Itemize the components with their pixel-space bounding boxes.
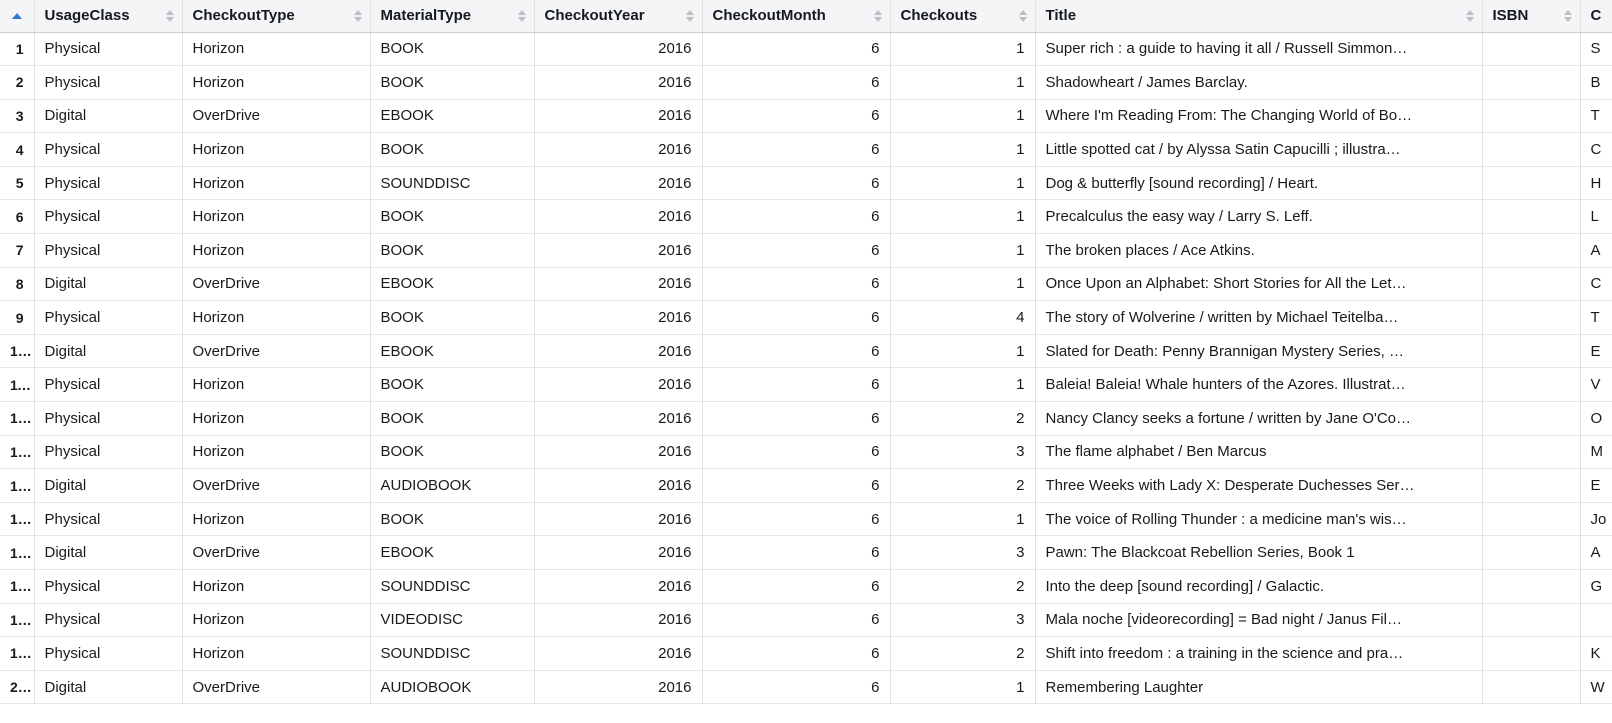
table-row[interactable] [0,536,1612,570]
sort-toggle-icon[interactable] [1466,9,1475,23]
column-header-isbn[interactable] [1482,0,1580,32]
cell-materialtype: BOOK [370,502,534,536]
cell-checkoutyear: 2016 [534,570,702,604]
cell-checkoutmonth: 6 [702,267,890,301]
row-number-cell: 20 [0,670,34,704]
cell-isbn [1482,435,1580,469]
cell-checkoutyear: 2016 [534,368,702,402]
cell-checkoutyear: 2016 [534,301,702,335]
cell-checkoutyear: 2016 [534,99,702,133]
row-number-cell: 14 [0,469,34,503]
cell-creator: V [1580,368,1612,402]
cell-checkouts: 1 [890,99,1035,133]
row-number-cell: 13 [0,435,34,469]
cell-checkoutyear: 2016 [534,334,702,368]
cell-usageclass: Digital [34,536,182,570]
cell-creator: B [1580,66,1612,100]
cell-isbn [1482,502,1580,536]
cell-creator: L [1580,200,1612,234]
cell-checkoutmonth: 6 [702,637,890,671]
cell-isbn [1482,200,1580,234]
cell-creator: G [1580,570,1612,604]
column-header-checkoutyear[interactable] [534,0,702,32]
cell-title: Precalculus the easy way / Larry S. Leff. [1035,200,1482,234]
row-number-cell: 17 [0,570,34,604]
cell-isbn [1482,402,1580,436]
cell-checkouttype: Horizon [182,368,370,402]
cell-checkouttype: OverDrive [182,469,370,503]
cell-title: Three Weeks with Lady X: Desperate Duchesses Ser… [1035,469,1482,503]
cell-checkouttype: Horizon [182,66,370,100]
column-header-label: C [1590,7,1602,25]
table-row[interactable] [0,301,1612,335]
cell-creator [1580,603,1612,637]
cell-creator: K [1580,637,1612,671]
cell-creator: A [1580,234,1612,268]
row-number-cell: 9 [0,301,34,335]
row-number-cell: 8 [0,267,34,301]
table-row[interactable] [0,469,1612,503]
cell-materialtype: EBOOK [370,334,534,368]
cell-checkoutmonth: 6 [702,334,890,368]
cell-checkoutmonth: 6 [702,99,890,133]
cell-checkoutmonth: 6 [702,133,890,167]
cell-checkoutyear: 2016 [534,670,702,704]
sort-toggle-icon[interactable] [1019,9,1028,23]
cell-title: Remembering Laughter [1035,670,1482,704]
cell-usageclass: Physical [34,637,182,671]
cell-checkoutyear: 2016 [534,536,702,570]
cell-checkouttype: Horizon [182,133,370,167]
cell-usageclass: Physical [34,603,182,637]
cell-title: The broken places / Ace Atkins. [1035,234,1482,268]
cell-checkouts: 1 [890,368,1035,402]
cell-checkouttype: Horizon [182,502,370,536]
cell-checkoutmonth: 6 [702,32,890,66]
cell-title: Pawn: The Blackcoat Rebellion Series, Book 1 [1035,536,1482,570]
cell-creator: C [1580,133,1612,167]
column-header-label: Title [1045,7,1077,25]
cell-creator: S [1580,32,1612,66]
cell-materialtype: BOOK [370,200,534,234]
cell-checkoutmonth: 6 [702,234,890,268]
cell-checkouttype: Horizon [182,603,370,637]
cell-checkoutyear: 2016 [534,66,702,100]
cell-creator: W [1580,670,1612,704]
cell-isbn [1482,99,1580,133]
cell-usageclass: Physical [34,234,182,268]
cell-materialtype: SOUNDDISC [370,166,534,200]
cell-usageclass: Physical [34,570,182,604]
cell-checkouttype: Horizon [182,402,370,436]
row-number-cell: 15 [0,502,34,536]
cell-usageclass: Physical [34,502,182,536]
row-number-cell: 7 [0,234,34,268]
cell-isbn [1482,66,1580,100]
cell-materialtype: VIDEODISC [370,603,534,637]
cell-materialtype: BOOK [370,368,534,402]
cell-title: Little spotted cat / by Alyssa Satin Capucilli ; illustra… [1035,133,1482,167]
row-number-cell: 5 [0,166,34,200]
table-body [0,32,1612,704]
cell-checkouttype: Horizon [182,234,370,268]
sort-toggle-icon[interactable] [166,9,175,23]
cell-usageclass: Digital [34,267,182,301]
column-header-label: CheckoutType [192,7,295,25]
table-row[interactable] [0,502,1612,536]
cell-checkoutmonth: 6 [702,570,890,604]
cell-checkoutmonth: 6 [702,603,890,637]
table-row[interactable] [0,402,1612,436]
cell-isbn [1482,32,1580,66]
cell-isbn [1482,536,1580,570]
row-number-cell: 18 [0,603,34,637]
cell-isbn [1482,570,1580,604]
cell-title: Once Upon an Alphabet: Short Stories for All the Let… [1035,267,1482,301]
cell-materialtype: BOOK [370,402,534,436]
cell-usageclass: Physical [34,133,182,167]
cell-materialtype: SOUNDDISC [370,637,534,671]
cell-checkouttype: Horizon [182,32,370,66]
cell-checkouts: 1 [890,234,1035,268]
row-number-cell: 11 [0,368,34,402]
cell-title: Nancy Clancy seeks a fortune / written by Jane O'Co… [1035,402,1482,436]
cell-isbn [1482,166,1580,200]
row-number-cell: 4 [0,133,34,167]
cell-isbn [1482,603,1580,637]
cell-checkoutmonth: 6 [702,469,890,503]
cell-checkoutyear: 2016 [534,133,702,167]
cell-isbn [1482,637,1580,671]
cell-checkouts: 3 [890,435,1035,469]
sort-toggle-icon[interactable] [518,9,527,23]
cell-title: Shadowheart / James Barclay. [1035,66,1482,100]
cell-usageclass: Physical [34,66,182,100]
row-number-cell: 19 [0,637,34,671]
cell-isbn [1482,234,1580,268]
cell-materialtype: BOOK [370,301,534,335]
cell-checkoutyear: 2016 [534,200,702,234]
cell-isbn [1482,334,1580,368]
cell-materialtype: BOOK [370,66,534,100]
table-row[interactable] [0,368,1612,402]
cell-checkouts: 1 [890,200,1035,234]
column-header-creator[interactable] [1580,0,1612,32]
sort-toggle-icon[interactable] [354,9,363,23]
cell-creator: T [1580,301,1612,335]
cell-title: Shift into freedom : a training in the science and pra… [1035,637,1482,671]
cell-checkoutyear: 2016 [534,637,702,671]
cell-usageclass: Physical [34,402,182,436]
column-header-label: CheckoutMonth [712,7,826,25]
table-row[interactable] [0,603,1612,637]
cell-checkoutmonth: 6 [702,166,890,200]
row-number-cell: 16 [0,536,34,570]
row-number-cell: 12 [0,402,34,436]
table-row[interactable] [0,234,1612,268]
cell-materialtype: SOUNDDISC [370,570,534,604]
sort-toggle-icon[interactable] [874,9,883,23]
cell-title: The story of Wolverine / written by Michael Teitelba… [1035,301,1482,335]
column-header-label: UsageClass [44,7,130,25]
cell-title: The flame alphabet / Ben Marcus [1035,435,1482,469]
cell-checkoutyear: 2016 [534,267,702,301]
cell-checkoutmonth: 6 [702,402,890,436]
cell-isbn [1482,301,1580,335]
cell-usageclass: Digital [34,670,182,704]
row-number-cell: 10 [0,334,34,368]
cell-checkouts: 1 [890,670,1035,704]
cell-checkouttype: Horizon [182,301,370,335]
cell-checkouts: 1 [890,133,1035,167]
column-header-label: MaterialType [380,7,472,25]
cell-checkoutmonth: 6 [702,200,890,234]
cell-isbn [1482,469,1580,503]
column-header-checkouttype[interactable] [182,0,370,32]
cell-checkouts: 3 [890,536,1035,570]
table-row[interactable] [0,166,1612,200]
cell-isbn [1482,368,1580,402]
table-row[interactable] [0,637,1612,671]
table-row[interactable] [0,99,1612,133]
cell-checkouts: 1 [890,334,1035,368]
cell-checkouttype: OverDrive [182,536,370,570]
cell-checkoutyear: 2016 [534,234,702,268]
cell-title: Into the deep [sound recording] / Galactic. [1035,570,1482,604]
cell-isbn [1482,133,1580,167]
cell-creator: Jo [1580,502,1612,536]
cell-checkouts: 2 [890,637,1035,671]
cell-checkouts: 1 [890,32,1035,66]
cell-isbn [1482,670,1580,704]
column-header-title[interactable] [1035,0,1482,32]
cell-checkoutmonth: 6 [702,66,890,100]
cell-checkouttype: OverDrive [182,670,370,704]
cell-checkoutyear: 2016 [534,402,702,436]
column-header-label: Checkouts [900,7,978,25]
cell-checkouttype: OverDrive [182,334,370,368]
cell-usageclass: Digital [34,469,182,503]
table-row[interactable] [0,570,1612,604]
cell-materialtype: BOOK [370,435,534,469]
table-row[interactable] [0,133,1612,167]
cell-usageclass: Physical [34,166,182,200]
cell-materialtype: EBOOK [370,99,534,133]
cell-checkouttype: Horizon [182,200,370,234]
cell-usageclass: Physical [34,301,182,335]
cell-usageclass: Digital [34,99,182,133]
cell-creator: C [1580,267,1612,301]
cell-checkouttype: Horizon [182,435,370,469]
cell-creator: T [1580,99,1612,133]
cell-checkouttype: Horizon [182,166,370,200]
cell-materialtype: BOOK [370,32,534,66]
cell-title: Where I'm Reading From: The Changing World of Bo… [1035,99,1482,133]
cell-checkouts: 2 [890,402,1035,436]
cell-materialtype: BOOK [370,234,534,268]
cell-checkoutmonth: 6 [702,301,890,335]
column-header-label: ISBN [1492,7,1529,25]
cell-title: Slated for Death: Penny Brannigan Mystery Series, … [1035,334,1482,368]
cell-checkoutyear: 2016 [534,32,702,66]
cell-creator: O [1580,402,1612,436]
table-row[interactable] [0,200,1612,234]
cell-checkoutmonth: 6 [702,502,890,536]
cell-checkoutmonth: 6 [702,368,890,402]
row-number-cell: 2 [0,66,34,100]
cell-checkouts: 4 [890,301,1035,335]
cell-checkouts: 1 [890,66,1035,100]
cell-materialtype: AUDIOBOOK [370,670,534,704]
cell-usageclass: Physical [34,368,182,402]
sort-toggle-icon[interactable] [686,9,695,23]
cell-title: Super rich : a guide to having it all / Russell Simmon… [1035,32,1482,66]
cell-creator: H [1580,166,1612,200]
cell-checkouts: 2 [890,570,1035,604]
cell-creator: E [1580,334,1612,368]
cell-materialtype: EBOOK [370,536,534,570]
table-header [0,0,1612,32]
cell-checkoutmonth: 6 [702,536,890,570]
cell-checkoutyear: 2016 [534,166,702,200]
cell-checkouts: 1 [890,502,1035,536]
cell-isbn [1482,267,1580,301]
cell-checkouttype: OverDrive [182,267,370,301]
cell-checkouts: 1 [890,166,1035,200]
row-number-cell: 6 [0,200,34,234]
cell-creator: E [1580,469,1612,503]
cell-checkoutyear: 2016 [534,469,702,503]
cell-usageclass: Digital [34,334,182,368]
cell-checkoutmonth: 6 [702,670,890,704]
column-header-materialtype[interactable] [370,0,534,32]
table-row[interactable] [0,670,1612,704]
cell-checkoutyear: 2016 [534,502,702,536]
cell-usageclass: Physical [34,200,182,234]
cell-usageclass: Physical [34,435,182,469]
cell-materialtype: AUDIOBOOK [370,469,534,503]
cell-materialtype: EBOOK [370,267,534,301]
table-row[interactable] [0,66,1612,100]
table-row[interactable] [0,435,1612,469]
cell-creator: M [1580,435,1612,469]
table-row[interactable] [0,267,1612,301]
cell-checkouts: 3 [890,603,1035,637]
sort-toggle-icon[interactable] [1564,9,1573,23]
cell-checkouts: 1 [890,267,1035,301]
cell-creator: A [1580,536,1612,570]
cell-checkouttype: Horizon [182,637,370,671]
cell-checkoutyear: 2016 [534,603,702,637]
column-header-checkouts[interactable] [890,0,1035,32]
cell-checkouttype: OverDrive [182,99,370,133]
cell-title: Baleia! Baleia! Whale hunters of the Azores. Illustrat… [1035,368,1482,402]
column-header-label: CheckoutYear [544,7,645,25]
row-number-cell: 3 [0,99,34,133]
table-row[interactable] [0,334,1612,368]
cell-title: Dog & butterfly [sound recording] / Heart. [1035,166,1482,200]
column-header-usageclass[interactable] [34,0,182,32]
cell-checkouts: 2 [890,469,1035,503]
sort-ascending-icon [12,13,22,19]
cell-title: Mala noche [videorecording] = Bad night / Janus Fil… [1035,603,1482,637]
row-number-cell: 1 [0,32,34,66]
column-header-checkoutmonth[interactable] [702,0,890,32]
cell-checkouttype: Horizon [182,570,370,604]
cell-checkoutmonth: 6 [702,435,890,469]
row-number-header[interactable] [0,0,34,32]
cell-materialtype: BOOK [370,133,534,167]
cell-usageclass: Physical [34,32,182,66]
cell-checkoutyear: 2016 [534,435,702,469]
table-row[interactable] [0,32,1612,66]
header-row [0,0,1612,32]
cell-title: The voice of Rolling Thunder : a medicine man's wis… [1035,502,1482,536]
